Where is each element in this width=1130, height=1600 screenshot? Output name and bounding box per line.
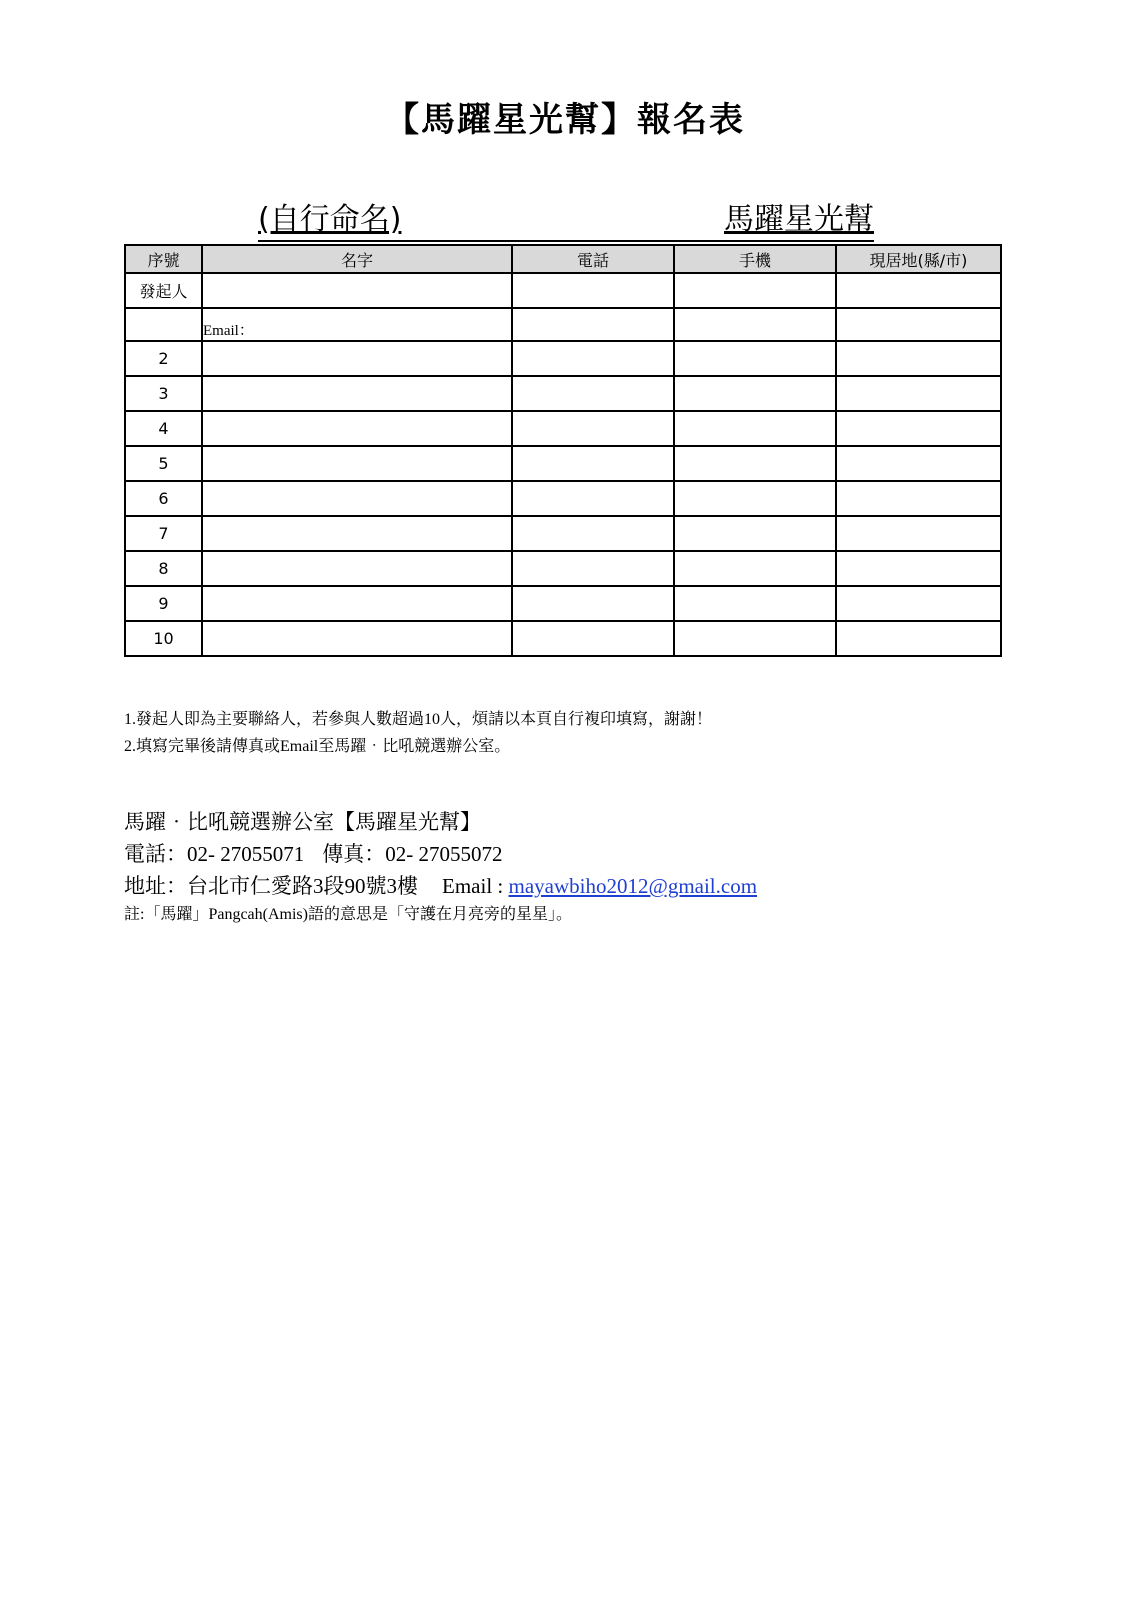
name-cell[interactable] xyxy=(202,516,512,551)
mobile-cell[interactable] xyxy=(674,621,836,656)
table-row xyxy=(125,481,1001,516)
phone-number: 電話：02- 27055071 xyxy=(124,842,305,866)
table-row-email xyxy=(125,308,1001,341)
email-label: Email： xyxy=(203,322,254,339)
team-name-placeholder: (自行命名) xyxy=(258,202,402,237)
email-prefix: Email : xyxy=(442,874,504,898)
note-line: 1.發起人即為主要聯絡人，若參與人數超過10人，煩請以本頁自行複印填寫，謝謝！ xyxy=(124,711,713,728)
residence-cell[interactable] xyxy=(836,273,1001,308)
phone-cell[interactable] xyxy=(512,621,674,656)
name-cell[interactable] xyxy=(202,551,512,586)
phone-cell[interactable] xyxy=(512,308,674,341)
table-row xyxy=(125,376,1001,411)
page-title: 【馬躍星光幫】報名表 xyxy=(385,100,745,140)
row-index: 3 xyxy=(125,376,202,411)
name-cell[interactable] xyxy=(202,411,512,446)
address-line xyxy=(124,870,757,902)
phone-cell[interactable] xyxy=(512,551,674,586)
residence-cell[interactable] xyxy=(836,308,1001,341)
mobile-cell[interactable] xyxy=(674,516,836,551)
name-cell[interactable] xyxy=(202,341,512,376)
row-index: 7 xyxy=(125,516,202,551)
team-name-suffix: 馬躍星光幫 xyxy=(724,202,874,237)
header-mobile: 手機 xyxy=(674,245,836,273)
table-header-row xyxy=(125,245,1001,273)
residence-cell[interactable] xyxy=(836,411,1001,446)
table-row xyxy=(125,551,1001,586)
header-phone: 電話 xyxy=(512,245,674,273)
organizer-label: 發起人 xyxy=(125,273,202,308)
row-index: 10 xyxy=(125,621,202,656)
phone-cell[interactable] xyxy=(512,341,674,376)
table-row xyxy=(125,446,1001,481)
row-index: 5 xyxy=(125,446,202,481)
contact-block xyxy=(124,806,757,928)
name-cell[interactable] xyxy=(202,586,512,621)
phone-cell[interactable] xyxy=(512,481,674,516)
phone-cell[interactable] xyxy=(512,376,674,411)
email-cell[interactable] xyxy=(202,308,512,341)
name-cell[interactable] xyxy=(202,376,512,411)
name-cell[interactable] xyxy=(202,621,512,656)
mobile-cell[interactable] xyxy=(674,273,836,308)
phone-cell[interactable] xyxy=(512,446,674,481)
residence-cell[interactable] xyxy=(836,516,1001,551)
residence-cell[interactable] xyxy=(836,341,1001,376)
email-link[interactable]: mayawbiho2012@gmail.com xyxy=(508,874,758,898)
phone-cell[interactable] xyxy=(512,273,674,308)
table-row xyxy=(125,341,1001,376)
table-row-organizer xyxy=(125,273,1001,308)
office-name: 馬躍‧比吼競選辦公室【馬躍星光幫】 xyxy=(124,810,481,834)
row-index: 8 xyxy=(125,551,202,586)
residence-cell[interactable] xyxy=(836,481,1001,516)
name-cell[interactable] xyxy=(202,273,512,308)
residence-cell[interactable] xyxy=(836,376,1001,411)
table-row xyxy=(125,516,1001,551)
row-index: 2 xyxy=(125,341,202,376)
residence-cell[interactable] xyxy=(836,551,1001,586)
mobile-cell[interactable] xyxy=(674,551,836,586)
mobile-cell[interactable] xyxy=(674,341,836,376)
header-name: 名字 xyxy=(202,245,512,273)
name-cell[interactable] xyxy=(202,481,512,516)
residence-cell[interactable] xyxy=(836,586,1001,621)
phone-fax-line xyxy=(124,838,757,870)
name-meaning-note: 註:「馬躍」Pangcah(Amis)語的意思是「守護在月亮旁的星星」。 xyxy=(124,906,572,923)
row-index: 9 xyxy=(125,586,202,621)
mobile-cell[interactable] xyxy=(674,411,836,446)
mobile-cell[interactable] xyxy=(674,481,836,516)
table-row xyxy=(125,411,1001,446)
phone-cell[interactable] xyxy=(512,516,674,551)
row-index: 4 xyxy=(125,411,202,446)
residence-cell[interactable] xyxy=(836,621,1001,656)
residence-cell[interactable] xyxy=(836,446,1001,481)
fax-number: 傳真：02- 27055072 xyxy=(322,842,503,866)
mobile-cell[interactable] xyxy=(674,446,836,481)
table-row xyxy=(125,621,1001,656)
row-index: 6 xyxy=(125,481,202,516)
note-line: 2.填寫完畢後請傳真或Email至馬躍‧比吼競選辦公室。 xyxy=(124,738,511,755)
empty-index-cell xyxy=(125,308,202,341)
header-index: 序號 xyxy=(125,245,202,273)
phone-cell[interactable] xyxy=(512,586,674,621)
name-cell[interactable] xyxy=(202,446,512,481)
team-name-line[interactable] xyxy=(258,200,874,242)
mobile-cell[interactable] xyxy=(674,586,836,621)
mobile-cell[interactable] xyxy=(674,308,836,341)
notes xyxy=(124,706,712,760)
address: 地址：台北市仁愛路3段90號3樓 xyxy=(124,874,418,898)
header-residence: 現居地(縣/市) xyxy=(836,245,1001,273)
mobile-cell[interactable] xyxy=(674,376,836,411)
table-row xyxy=(125,586,1001,621)
phone-cell[interactable] xyxy=(512,411,674,446)
signup-table xyxy=(124,244,1002,657)
